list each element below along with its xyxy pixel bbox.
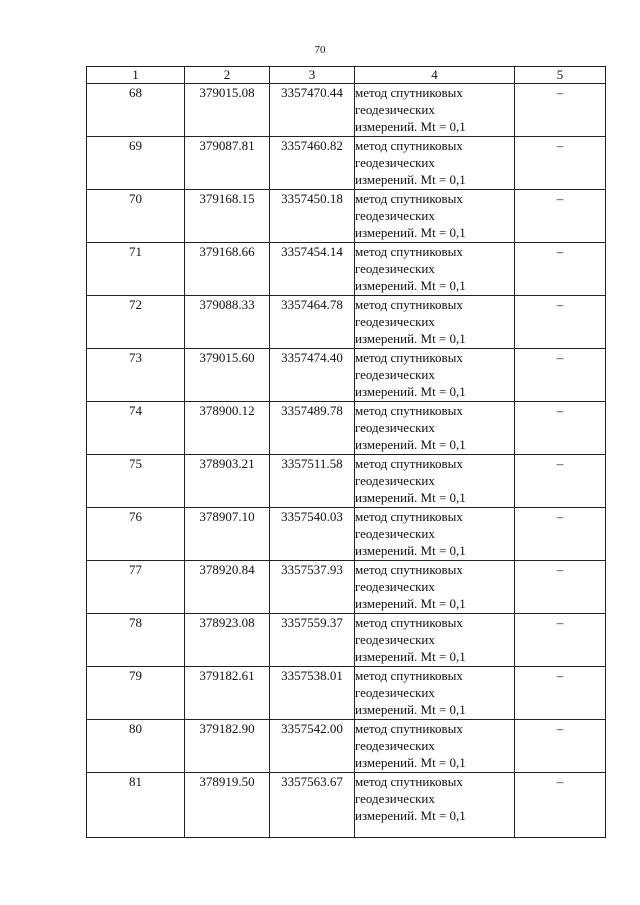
method-line: геодезических xyxy=(355,261,435,276)
method-line: измерений. Mt = 0,1 xyxy=(355,543,466,558)
table-row xyxy=(87,720,606,773)
method-line: метод спутниковых xyxy=(355,509,463,524)
y-coordinate-cell: 3357460.82 xyxy=(270,137,355,190)
method-cell xyxy=(355,137,515,190)
method-line: измерений. Mt = 0,1 xyxy=(355,596,466,611)
method-line: измерений. Mt = 0,1 xyxy=(355,702,466,717)
x-coordinate-cell: 379015.60 xyxy=(185,349,270,402)
note-cell: – xyxy=(515,455,606,508)
method-line: измерений. Mt = 0,1 xyxy=(355,437,466,452)
method-cell xyxy=(355,614,515,667)
point-number-cell: 72 xyxy=(87,296,185,349)
note-cell: – xyxy=(515,190,606,243)
column-header-2: 2 xyxy=(185,67,270,84)
method-line: метод спутниковых xyxy=(355,297,463,312)
x-coordinate-cell: 378903.21 xyxy=(185,455,270,508)
method-line: измерений. Mt = 0,1 xyxy=(355,755,466,770)
method-line: метод спутниковых xyxy=(355,244,463,259)
point-number-cell: 71 xyxy=(87,243,185,296)
note-cell: – xyxy=(515,402,606,455)
y-coordinate-cell: 3357511.58 xyxy=(270,455,355,508)
column-header-4: 4 xyxy=(355,67,515,84)
note-cell: – xyxy=(515,137,606,190)
table-row xyxy=(87,561,606,614)
x-coordinate-cell: 379088.33 xyxy=(185,296,270,349)
method-line: измерений. Mt = 0,1 xyxy=(355,384,466,399)
x-coordinate-cell: 378919.50 xyxy=(185,773,270,838)
table-row xyxy=(87,190,606,243)
method-line: геодезических xyxy=(355,579,435,594)
method-line: метод спутниковых xyxy=(355,191,463,206)
method-line: геодезических xyxy=(355,632,435,647)
point-number-cell: 81 xyxy=(87,773,185,838)
method-cell xyxy=(355,84,515,137)
table-row xyxy=(87,667,606,720)
y-coordinate-cell: 3357450.18 xyxy=(270,190,355,243)
x-coordinate-cell: 379182.61 xyxy=(185,667,270,720)
point-number-cell: 70 xyxy=(87,190,185,243)
x-coordinate-cell: 378920.84 xyxy=(185,561,270,614)
y-coordinate-cell: 3357489.78 xyxy=(270,402,355,455)
note-cell: – xyxy=(515,349,606,402)
table-row xyxy=(87,84,606,137)
method-cell xyxy=(355,667,515,720)
method-line: метод спутниковых xyxy=(355,668,463,683)
point-number-cell: 69 xyxy=(87,137,185,190)
header-row xyxy=(87,67,606,84)
table-body xyxy=(87,84,606,838)
point-number-cell: 80 xyxy=(87,720,185,773)
method-line: геодезических xyxy=(355,102,435,117)
note-cell: – xyxy=(515,243,606,296)
y-coordinate-cell: 3357563.67 xyxy=(270,773,355,838)
method-line: измерений. Mt = 0,1 xyxy=(355,225,466,240)
table-header xyxy=(87,67,606,84)
method-line: геодезических xyxy=(355,420,435,435)
method-cell xyxy=(355,720,515,773)
table-row xyxy=(87,349,606,402)
note-cell: – xyxy=(515,296,606,349)
method-line: метод спутниковых xyxy=(355,562,463,577)
y-coordinate-cell: 3357542.00 xyxy=(270,720,355,773)
note-cell: – xyxy=(515,720,606,773)
method-cell xyxy=(355,773,515,838)
method-line: геодезических xyxy=(355,314,435,329)
column-header-5: 5 xyxy=(515,67,606,84)
y-coordinate-cell: 3357540.03 xyxy=(270,508,355,561)
method-line: измерений. Mt = 0,1 xyxy=(355,649,466,664)
y-coordinate-cell: 3357464.78 xyxy=(270,296,355,349)
method-line: метод спутниковых xyxy=(355,774,463,789)
y-coordinate-cell: 3357474.40 xyxy=(270,349,355,402)
method-line: метод спутниковых xyxy=(355,403,463,418)
table-row xyxy=(87,243,606,296)
table-row xyxy=(87,614,606,667)
method-line: метод спутниковых xyxy=(355,615,463,630)
page-number: 70 xyxy=(314,44,326,56)
method-line: измерений. Mt = 0,1 xyxy=(355,119,466,134)
table-row xyxy=(87,402,606,455)
x-coordinate-cell: 379182.90 xyxy=(185,720,270,773)
column-header-3: 3 xyxy=(270,67,355,84)
method-cell xyxy=(355,508,515,561)
point-number-cell: 68 xyxy=(87,84,185,137)
method-line: геодезических xyxy=(355,738,435,753)
x-coordinate-cell: 378900.12 xyxy=(185,402,270,455)
method-line: измерений. Mt = 0,1 xyxy=(355,172,466,187)
method-cell xyxy=(355,455,515,508)
method-cell xyxy=(355,402,515,455)
point-number-cell: 78 xyxy=(87,614,185,667)
y-coordinate-cell: 3357559.37 xyxy=(270,614,355,667)
method-line: метод спутниковых xyxy=(355,85,463,100)
x-coordinate-cell: 379168.66 xyxy=(185,243,270,296)
method-line: измерений. Mt = 0,1 xyxy=(355,490,466,505)
method-line: геодезических xyxy=(355,526,435,541)
point-number-cell: 73 xyxy=(87,349,185,402)
note-cell: – xyxy=(515,773,606,838)
note-cell: – xyxy=(515,84,606,137)
y-coordinate-cell: 3357537.93 xyxy=(270,561,355,614)
x-coordinate-cell: 379015.08 xyxy=(185,84,270,137)
method-cell xyxy=(355,190,515,243)
point-number-cell: 74 xyxy=(87,402,185,455)
method-cell xyxy=(355,296,515,349)
note-cell: – xyxy=(515,508,606,561)
method-line: измерений. Mt = 0,1 xyxy=(355,278,466,293)
method-line: измерений. Mt = 0,1 xyxy=(355,331,466,346)
method-cell xyxy=(355,243,515,296)
coordinates-table xyxy=(86,66,606,838)
y-coordinate-cell: 3357538.01 xyxy=(270,667,355,720)
x-coordinate-cell: 379168.15 xyxy=(185,190,270,243)
point-number-cell: 76 xyxy=(87,508,185,561)
point-number-cell: 77 xyxy=(87,561,185,614)
note-cell: – xyxy=(515,561,606,614)
table-row xyxy=(87,773,606,838)
method-cell xyxy=(355,561,515,614)
note-cell: – xyxy=(515,614,606,667)
method-line: метод спутниковых xyxy=(355,456,463,471)
method-line: геодезических xyxy=(355,367,435,382)
method-line: геодезических xyxy=(355,473,435,488)
table-row xyxy=(87,455,606,508)
method-line: геодезических xyxy=(355,791,435,806)
y-coordinate-cell: 3357470.44 xyxy=(270,84,355,137)
table-row xyxy=(87,296,606,349)
point-number-cell: 75 xyxy=(87,455,185,508)
point-number-cell: 79 xyxy=(87,667,185,720)
x-coordinate-cell: 378923.08 xyxy=(185,614,270,667)
method-line: геодезических xyxy=(355,155,435,170)
table-row xyxy=(87,137,606,190)
method-line: метод спутниковых xyxy=(355,721,463,736)
method-line: геодезических xyxy=(355,685,435,700)
table-row xyxy=(87,508,606,561)
method-line: измерений. Mt = 0,1 xyxy=(355,808,466,823)
column-header-1: 1 xyxy=(87,67,185,84)
method-line: геодезических xyxy=(355,208,435,223)
y-coordinate-cell: 3357454.14 xyxy=(270,243,355,296)
method-cell xyxy=(355,349,515,402)
x-coordinate-cell: 378907.10 xyxy=(185,508,270,561)
method-line: метод спутниковых xyxy=(355,138,463,153)
method-line: метод спутниковых xyxy=(355,350,463,365)
x-coordinate-cell: 379087.81 xyxy=(185,137,270,190)
note-cell: – xyxy=(515,667,606,720)
